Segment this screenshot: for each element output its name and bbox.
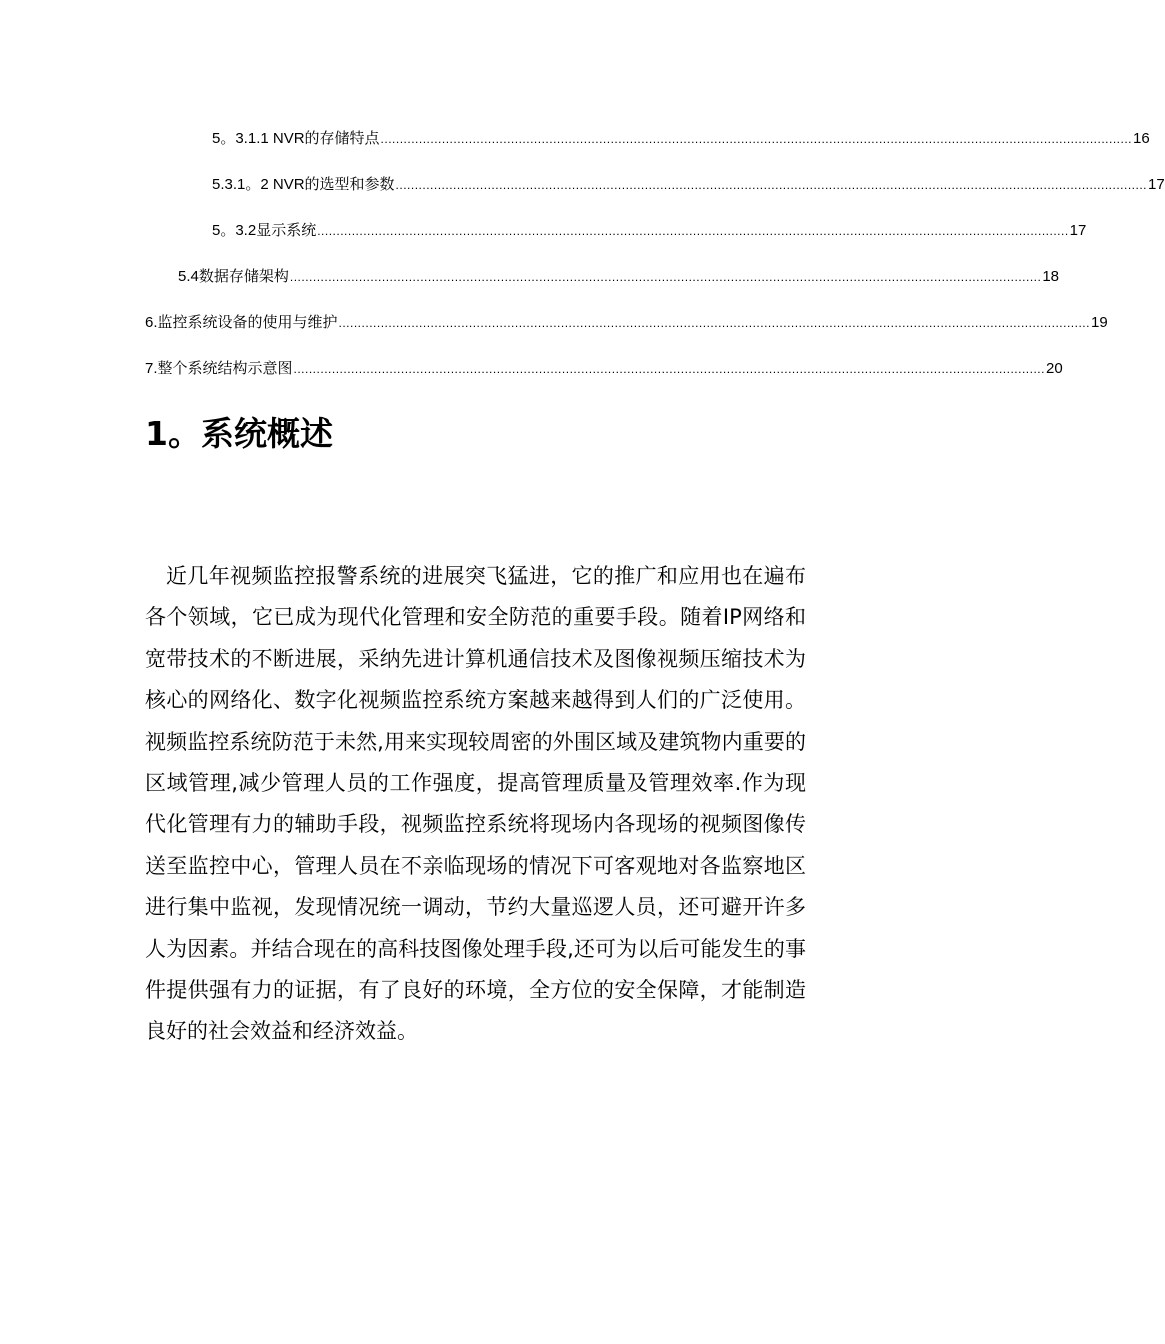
toc-entry-page: 20 bbox=[1045, 360, 1063, 377]
toc-entry[interactable] bbox=[145, 354, 1063, 378]
section-heading: 1。系统概述 bbox=[145, 414, 333, 453]
section-paragraph: 近几年视频监控报警系统的进展突飞猛进，它的推广和应用也在遍布各个领域，它已成为现代化管理和安全防范的重要手段。随着IP网络和宽带技术的不断进展，采纳先进计算机通信技术及图像视频压缩技术为核心的网络化、数字化视频监控系统方案越来越得到人们的广泛使用。视频监控系统防范于未然,用来实现较周密的外围区域及建筑物内重要的区域管理,减少管理人员的工作强度，提高管理质量及管理效率.作为现代化管理有力的辅助手段，视频监控系统将现场内各现场的视频图像传送至监控中心，管理人员在不亲临现场的情况下可客观地对各监察地区进行集中监视，发现情况统一调动，节约大量巡逻人员，还可避开许多人为因素。并结合现在的高科技图像处理手段,还可为以后可能发生的事件提供强有力的证据，有了良好的环境，全方位的安全保障，才能制造良好的社会效益和经济效益。 bbox=[145, 564, 806, 1044]
toc-entry[interactable] bbox=[212, 216, 1087, 240]
toc-entry-page: 17 bbox=[1069, 222, 1087, 239]
toc-entry-page: 19 bbox=[1090, 314, 1108, 331]
toc-entry[interactable] bbox=[212, 170, 1165, 194]
toc-entry-page: 17 bbox=[1148, 176, 1165, 193]
toc-entry-label: 5。3.2显示系统 bbox=[212, 222, 317, 239]
toc-entry[interactable] bbox=[145, 308, 1108, 332]
toc-entry-label: 5。3.1.1 NVR的存储特点 bbox=[212, 130, 380, 147]
toc-entry-label: 7.整个系统结构示意图 bbox=[145, 360, 293, 377]
toc-leader-dots: .................................................................................................................................................................................................... bbox=[380, 132, 1133, 146]
toc-entry-label: 5.4数据存储架构 bbox=[178, 268, 289, 285]
toc-entry-page: 18 bbox=[1042, 268, 1060, 285]
toc-leader-dots: .................................................................................................................................................................................................... bbox=[293, 362, 1045, 376]
toc-entry[interactable] bbox=[212, 124, 1150, 148]
toc-leader-dots: .................................................................................................................................................................................................... bbox=[395, 178, 1148, 192]
toc-leader-dots: .................................................................................................................................................................................................... bbox=[338, 316, 1090, 330]
toc-entry-label: 5.3.1。2 NVR的选型和参数 bbox=[212, 176, 395, 193]
toc-entry[interactable] bbox=[178, 262, 1060, 286]
toc-entry-label: 6.监控系统设备的使用与维护 bbox=[145, 314, 338, 331]
toc-leader-dots: .................................................................................................................................................................................................... bbox=[317, 224, 1069, 238]
toc-leader-dots: .................................................................................................................................................................................................... bbox=[289, 270, 1042, 284]
toc-entry-page: 16 bbox=[1133, 130, 1150, 147]
